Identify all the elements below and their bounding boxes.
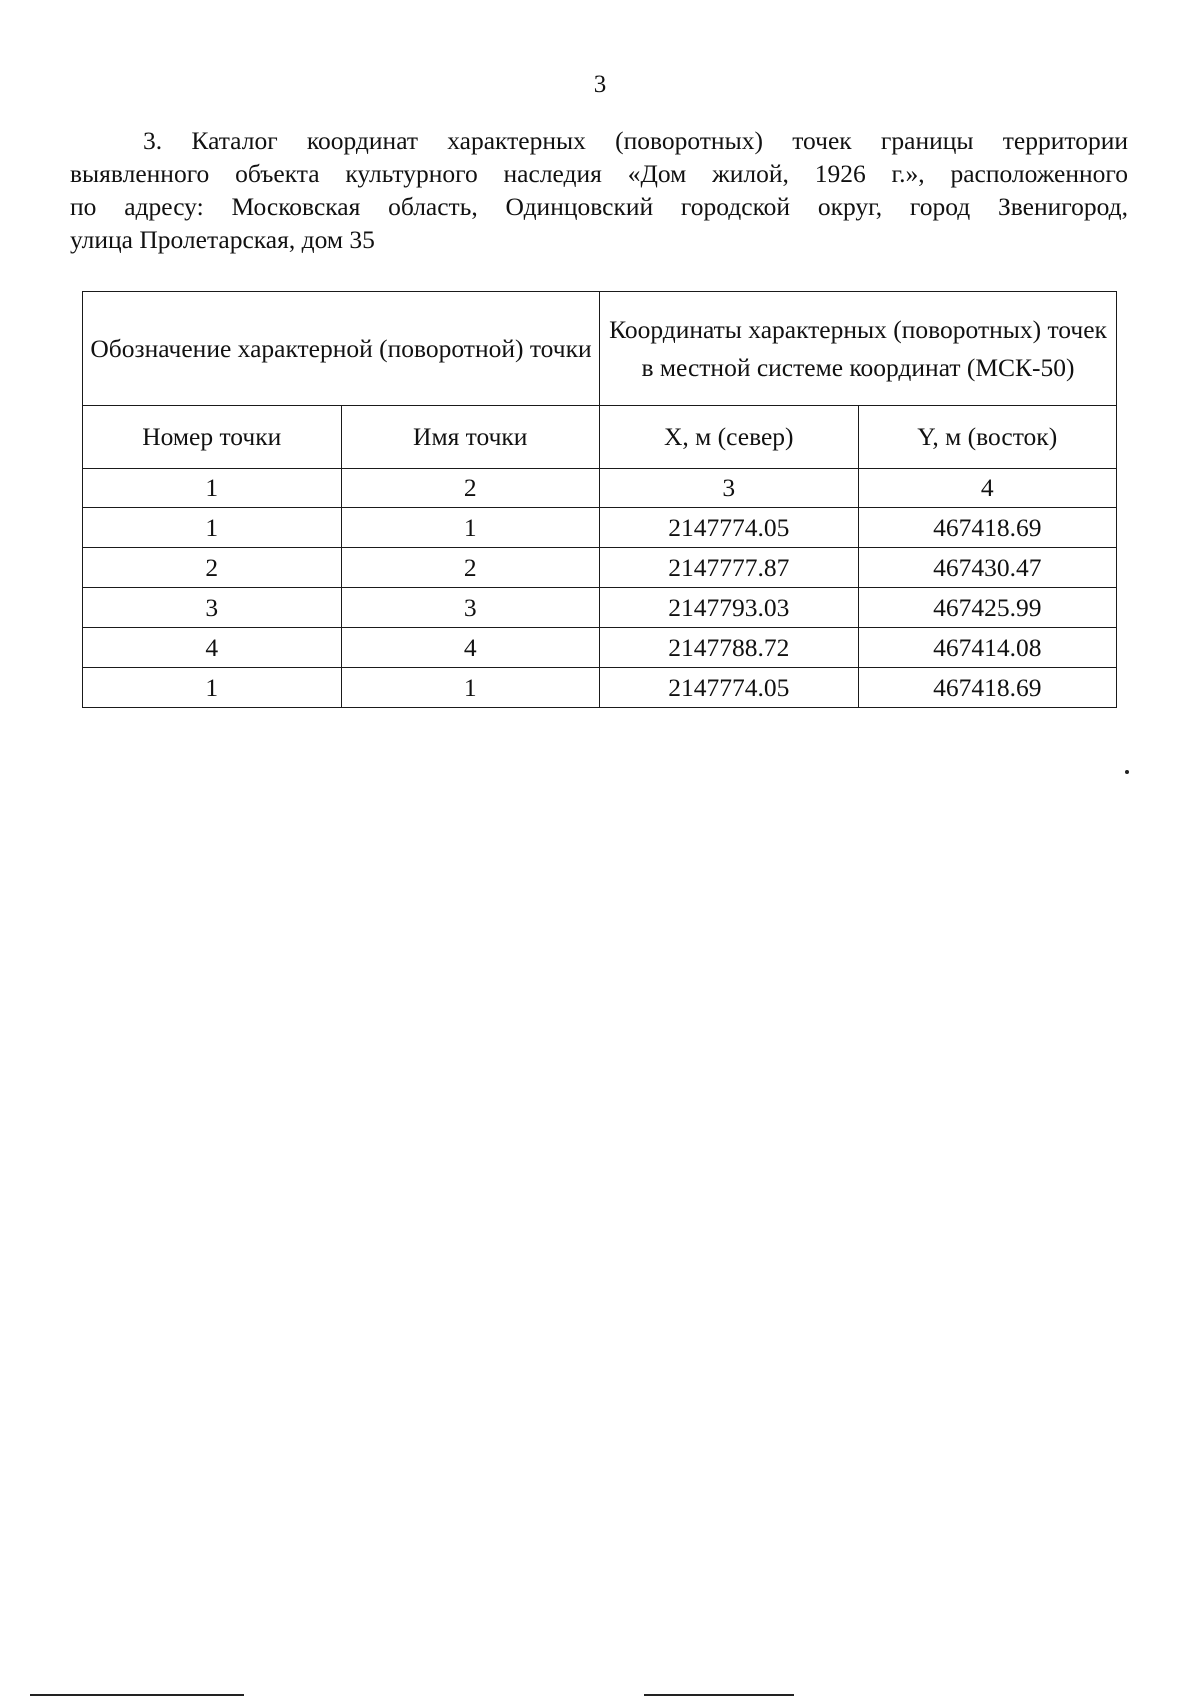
- point-name-cell: 4: [341, 628, 600, 668]
- point-name-cell: 1: [341, 668, 600, 708]
- point-name-cell: 1: [341, 508, 600, 548]
- column-index: 2: [341, 469, 600, 508]
- page-number: 3: [593, 71, 607, 98]
- catalog-heading-paragraph: [70, 124, 1128, 256]
- point-number-cell: 1: [83, 668, 342, 708]
- table-index-row: [83, 469, 1117, 508]
- x-coordinate-cell: 2147777.87: [600, 548, 859, 588]
- y-coordinate-cell: 467418.69: [858, 508, 1117, 548]
- y-coordinate-cell: 467425.99: [858, 588, 1117, 628]
- table-subheader-row: [83, 406, 1117, 469]
- table-row: [83, 548, 1117, 588]
- footer-rule-left: [30, 1694, 244, 1696]
- table-row: [83, 668, 1117, 708]
- column-header-point-number: Номер точки: [83, 406, 342, 469]
- column-index: 4: [858, 469, 1117, 508]
- point-number-cell: 1: [83, 508, 342, 548]
- x-coordinate-cell: 2147788.72: [600, 628, 859, 668]
- y-coordinate-cell: 467418.69: [858, 668, 1117, 708]
- column-index: 3: [600, 469, 859, 508]
- point-name-cell: 2: [341, 548, 600, 588]
- column-header-x: X, м (север): [600, 406, 859, 469]
- paragraph-line: выявленного объекта культурного наследия «Дом жилой, 1926 г.», расположенного: [70, 159, 1128, 188]
- table-row: [83, 508, 1117, 548]
- coordinates-table: [82, 291, 1117, 708]
- y-coordinate-cell: 467414.08: [858, 628, 1117, 668]
- x-coordinate-cell: 2147774.05: [600, 508, 859, 548]
- paragraph-line: 3. Каталог координат характерных (поворотных) точек границы территории: [143, 126, 1128, 155]
- table-header-row: [83, 292, 1117, 406]
- x-coordinate-cell: 2147793.03: [600, 588, 859, 628]
- point-number-cell: 3: [83, 588, 342, 628]
- column-header-y: Y, м (восток): [858, 406, 1117, 469]
- column-index: 1: [83, 469, 342, 508]
- point-number-cell: 4: [83, 628, 342, 668]
- header-coordinates: Координаты характерных (поворотных) точек в местной системе координат (МСК-50): [600, 292, 1117, 406]
- point-name-cell: 3: [341, 588, 600, 628]
- x-coordinate-cell: 2147774.05: [600, 668, 859, 708]
- paragraph-line: улица Пролетарская, дом 35: [70, 225, 375, 254]
- stray-mark: [1125, 770, 1129, 774]
- column-header-point-name: Имя точки: [341, 406, 600, 469]
- point-number-cell: 2: [83, 548, 342, 588]
- paragraph-line: по адресу: Московская область, Одинцовский городской округ, город Звенигород,: [70, 192, 1128, 221]
- table-row: [83, 588, 1117, 628]
- y-coordinate-cell: 467430.47: [858, 548, 1117, 588]
- footer-rule-right: [644, 1694, 794, 1696]
- header-point-designation: Обозначение характерной (поворотной) точки: [83, 292, 600, 406]
- table-row: [83, 628, 1117, 668]
